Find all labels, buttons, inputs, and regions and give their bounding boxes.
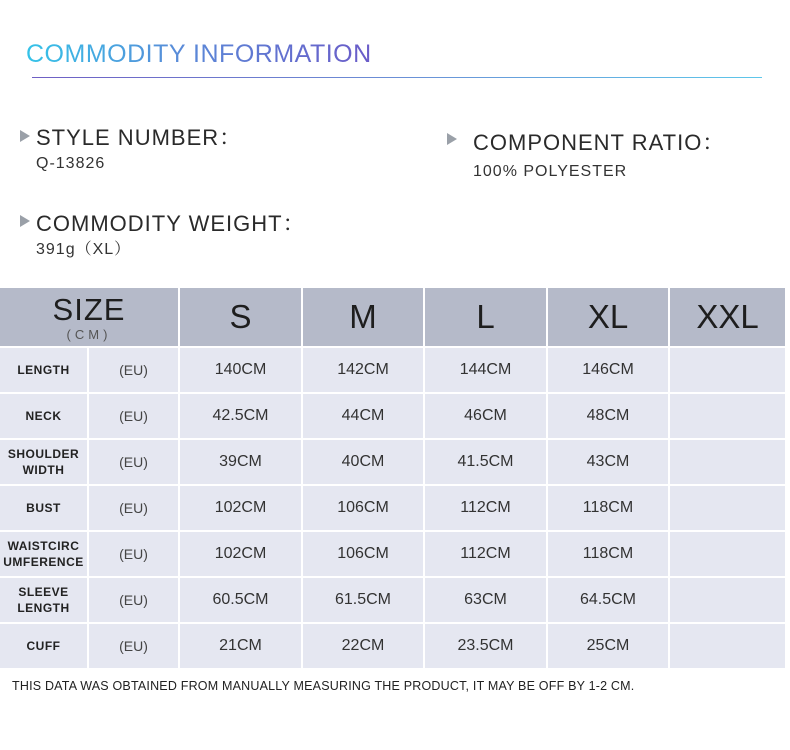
measurement-value: 146CM bbox=[548, 348, 670, 394]
style-number-block bbox=[36, 127, 242, 172]
size-header-cell bbox=[0, 288, 180, 348]
measurement-row-label: WAISTCIRC UMFERENCE bbox=[0, 532, 89, 578]
measurement-value bbox=[670, 624, 787, 670]
size-column-header: S bbox=[180, 288, 303, 348]
style-number-value: Q-13826 bbox=[36, 155, 106, 172]
measurement-value bbox=[670, 486, 787, 532]
commodity-weight-value: 391g（XL） bbox=[36, 241, 132, 258]
title-part-2: INFORMATION bbox=[193, 40, 372, 68]
measurement-value: 112CM bbox=[425, 532, 548, 578]
bullet-triangle-icon bbox=[447, 133, 457, 145]
measurement-value: 48CM bbox=[548, 394, 670, 440]
measurement-unit: (EU) bbox=[89, 624, 180, 670]
measurement-value: 42.5CM bbox=[180, 394, 303, 440]
measurement-value: 21CM bbox=[180, 624, 303, 670]
measurement-value: 118CM bbox=[548, 486, 670, 532]
commodity-weight-block bbox=[36, 213, 306, 258]
title-divider bbox=[32, 77, 762, 78]
measurement-value bbox=[670, 532, 787, 578]
page-title bbox=[26, 40, 372, 69]
measurement-value: 106CM bbox=[303, 532, 425, 578]
size-table bbox=[0, 288, 790, 670]
measurement-value: 23.5CM bbox=[425, 624, 548, 670]
measurement-value: 40CM bbox=[303, 440, 425, 486]
measurement-row-label: SLEEVE LENGTH bbox=[0, 578, 89, 624]
measurement-value: 61.5CM bbox=[303, 578, 425, 624]
measurement-value: 41.5CM bbox=[425, 440, 548, 486]
size-column-header: M bbox=[303, 288, 425, 348]
measurement-row-label: CUFF bbox=[0, 624, 89, 670]
size-header-title: SIZE bbox=[52, 291, 126, 327]
measurement-value: 144CM bbox=[425, 348, 548, 394]
component-ratio-block bbox=[473, 129, 725, 182]
measurement-value: 25CM bbox=[548, 624, 670, 670]
measurement-unit: (EU) bbox=[89, 348, 180, 394]
size-column-header: XXL bbox=[670, 288, 787, 348]
measurement-value: 118CM bbox=[548, 532, 670, 578]
measurement-row-label: LENGTH bbox=[0, 348, 89, 394]
measurement-value bbox=[670, 578, 787, 624]
measurement-unit: (EU) bbox=[89, 578, 180, 624]
measurement-unit: (EU) bbox=[89, 440, 180, 486]
measurement-unit: (EU) bbox=[89, 486, 180, 532]
measurement-value bbox=[670, 394, 787, 440]
measurement-value: 43CM bbox=[548, 440, 670, 486]
title-part-1: COMMODITY bbox=[26, 40, 194, 68]
measurement-unit: (EU) bbox=[89, 532, 180, 578]
measurement-value: 142CM bbox=[303, 348, 425, 394]
measurement-value: 112CM bbox=[425, 486, 548, 532]
component-ratio-value: 100% POLYESTER bbox=[473, 162, 628, 180]
measurement-note: THIS DATA WAS OBTAINED FROM MANUALLY MEASURING THE PRODUCT, IT MAY BE OFF BY 1-2 CM. bbox=[12, 679, 635, 693]
measurement-value: 22CM bbox=[303, 624, 425, 670]
measurement-value: 60.5CM bbox=[180, 578, 303, 624]
measurement-value: 64.5CM bbox=[548, 578, 670, 624]
measurement-row-label: SHOULDER WIDTH bbox=[0, 440, 89, 486]
bullet-triangle-icon bbox=[20, 130, 30, 142]
size-column-header: XL bbox=[548, 288, 670, 348]
size-header-unit: (CM) bbox=[66, 326, 112, 342]
measurement-value: 102CM bbox=[180, 486, 303, 532]
measurement-value bbox=[670, 348, 787, 394]
commodity-weight-label: COMMODITY WEIGHT： bbox=[36, 211, 306, 236]
component-ratio-label: COMPONENT RATIO： bbox=[473, 130, 726, 155]
measurement-value bbox=[670, 440, 787, 486]
measurement-unit: (EU) bbox=[89, 394, 180, 440]
measurement-value: 44CM bbox=[303, 394, 425, 440]
measurement-value: 39CM bbox=[180, 440, 303, 486]
measurement-row-label: BUST bbox=[0, 486, 89, 532]
bullet-triangle-icon bbox=[20, 215, 30, 227]
measurement-value: 106CM bbox=[303, 486, 425, 532]
measurement-value: 63CM bbox=[425, 578, 548, 624]
measurement-row-label: NECK bbox=[0, 394, 89, 440]
measurement-value: 140CM bbox=[180, 348, 303, 394]
measurement-value: 102CM bbox=[180, 532, 303, 578]
measurement-value: 46CM bbox=[425, 394, 548, 440]
size-column-header: L bbox=[425, 288, 548, 348]
style-number-label: STYLE NUMBER： bbox=[36, 125, 243, 150]
